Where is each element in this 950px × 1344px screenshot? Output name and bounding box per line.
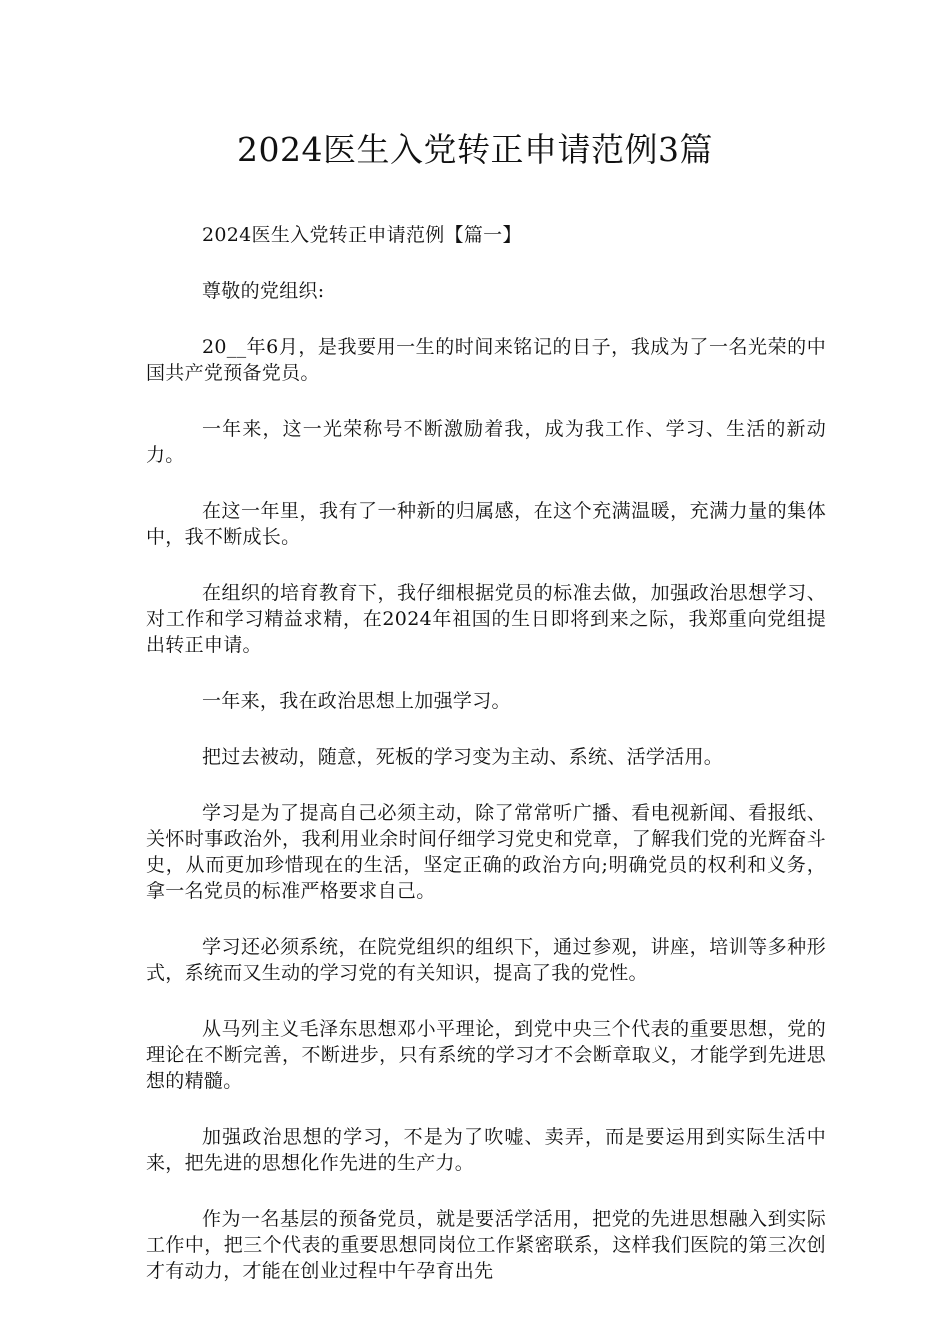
paragraph: 作为一名基层的预备党员，就是要活学活用，把党的先进思想融入到实际工作中，把三个代表的重要思想同岗位工作紧密联系，这样我们医院的第三次创才有动力，才能在创业过程中午孕育出先 bbox=[146, 1208, 826, 1282]
paragraph: 把过去被动，随意，死板的学习变为主动、系统、活学活用。 bbox=[202, 746, 724, 768]
paragraph: 从马列主义毛泽东思想邓小平理论，到党中央三个代表的重要思想，党的理论在不断完善，不断进步，只有系统的学习才不会断章取义，才能学到先进思想的精髓。 bbox=[146, 1018, 826, 1092]
paragraph: 学习还必须系统，在院党组织的组织下，通过参观，讲座，培训等多种形式，系统而又生动的学习党的有关知识，提高了我的党性。 bbox=[146, 936, 826, 984]
salutation: 尊敬的党组织: bbox=[202, 280, 325, 302]
section-heading: 2024医生入党转正申请范例【篇一】 bbox=[202, 224, 522, 246]
document-title: 2024医生入党转正申请范例3篇 bbox=[237, 130, 713, 169]
paragraph: 一年来，我在政治思想上加强学习。 bbox=[202, 690, 511, 712]
paragraph: 学习是为了提高自己必须主动，除了常常听广播、看电视新闻、看报纸、关怀时事政治外，我利用业余时间仔细学习党史和党章，了解我们党的光辉奋斗史，从而更加珍惜现在的生活，坚定正确的政治方向;明确党员的权利和义务，拿一名党员的标准严格要求自己。 bbox=[146, 802, 826, 902]
paragraph: 20__年6月，是我要用一生的时间来铭记的日子，我成为了一名光荣的中国共产党预备党员。 bbox=[146, 336, 826, 384]
paragraph: 一年来，这一光荣称号不断激励着我，成为我工作、学习、生活的新动力。 bbox=[146, 418, 826, 466]
paragraph: 加强政治思想的学习，不是为了吹嘘、卖弄，而是要运用到实际生活中来，把先进的思想化作先进的生产力。 bbox=[146, 1126, 826, 1174]
document-body bbox=[146, 222, 826, 1314]
paragraph: 在这一年里，我有了一种新的归属感，在这个充满温暖，充满力量的集体中，我不断成长。 bbox=[146, 500, 826, 548]
paragraph: 在组织的培育教育下，我仔细根据党员的标准去做，加强政治思想学习、对工作和学习精益求精，在2024年祖国的生日即将到来之际，我郑重向党组提出转正申请。 bbox=[146, 582, 826, 656]
